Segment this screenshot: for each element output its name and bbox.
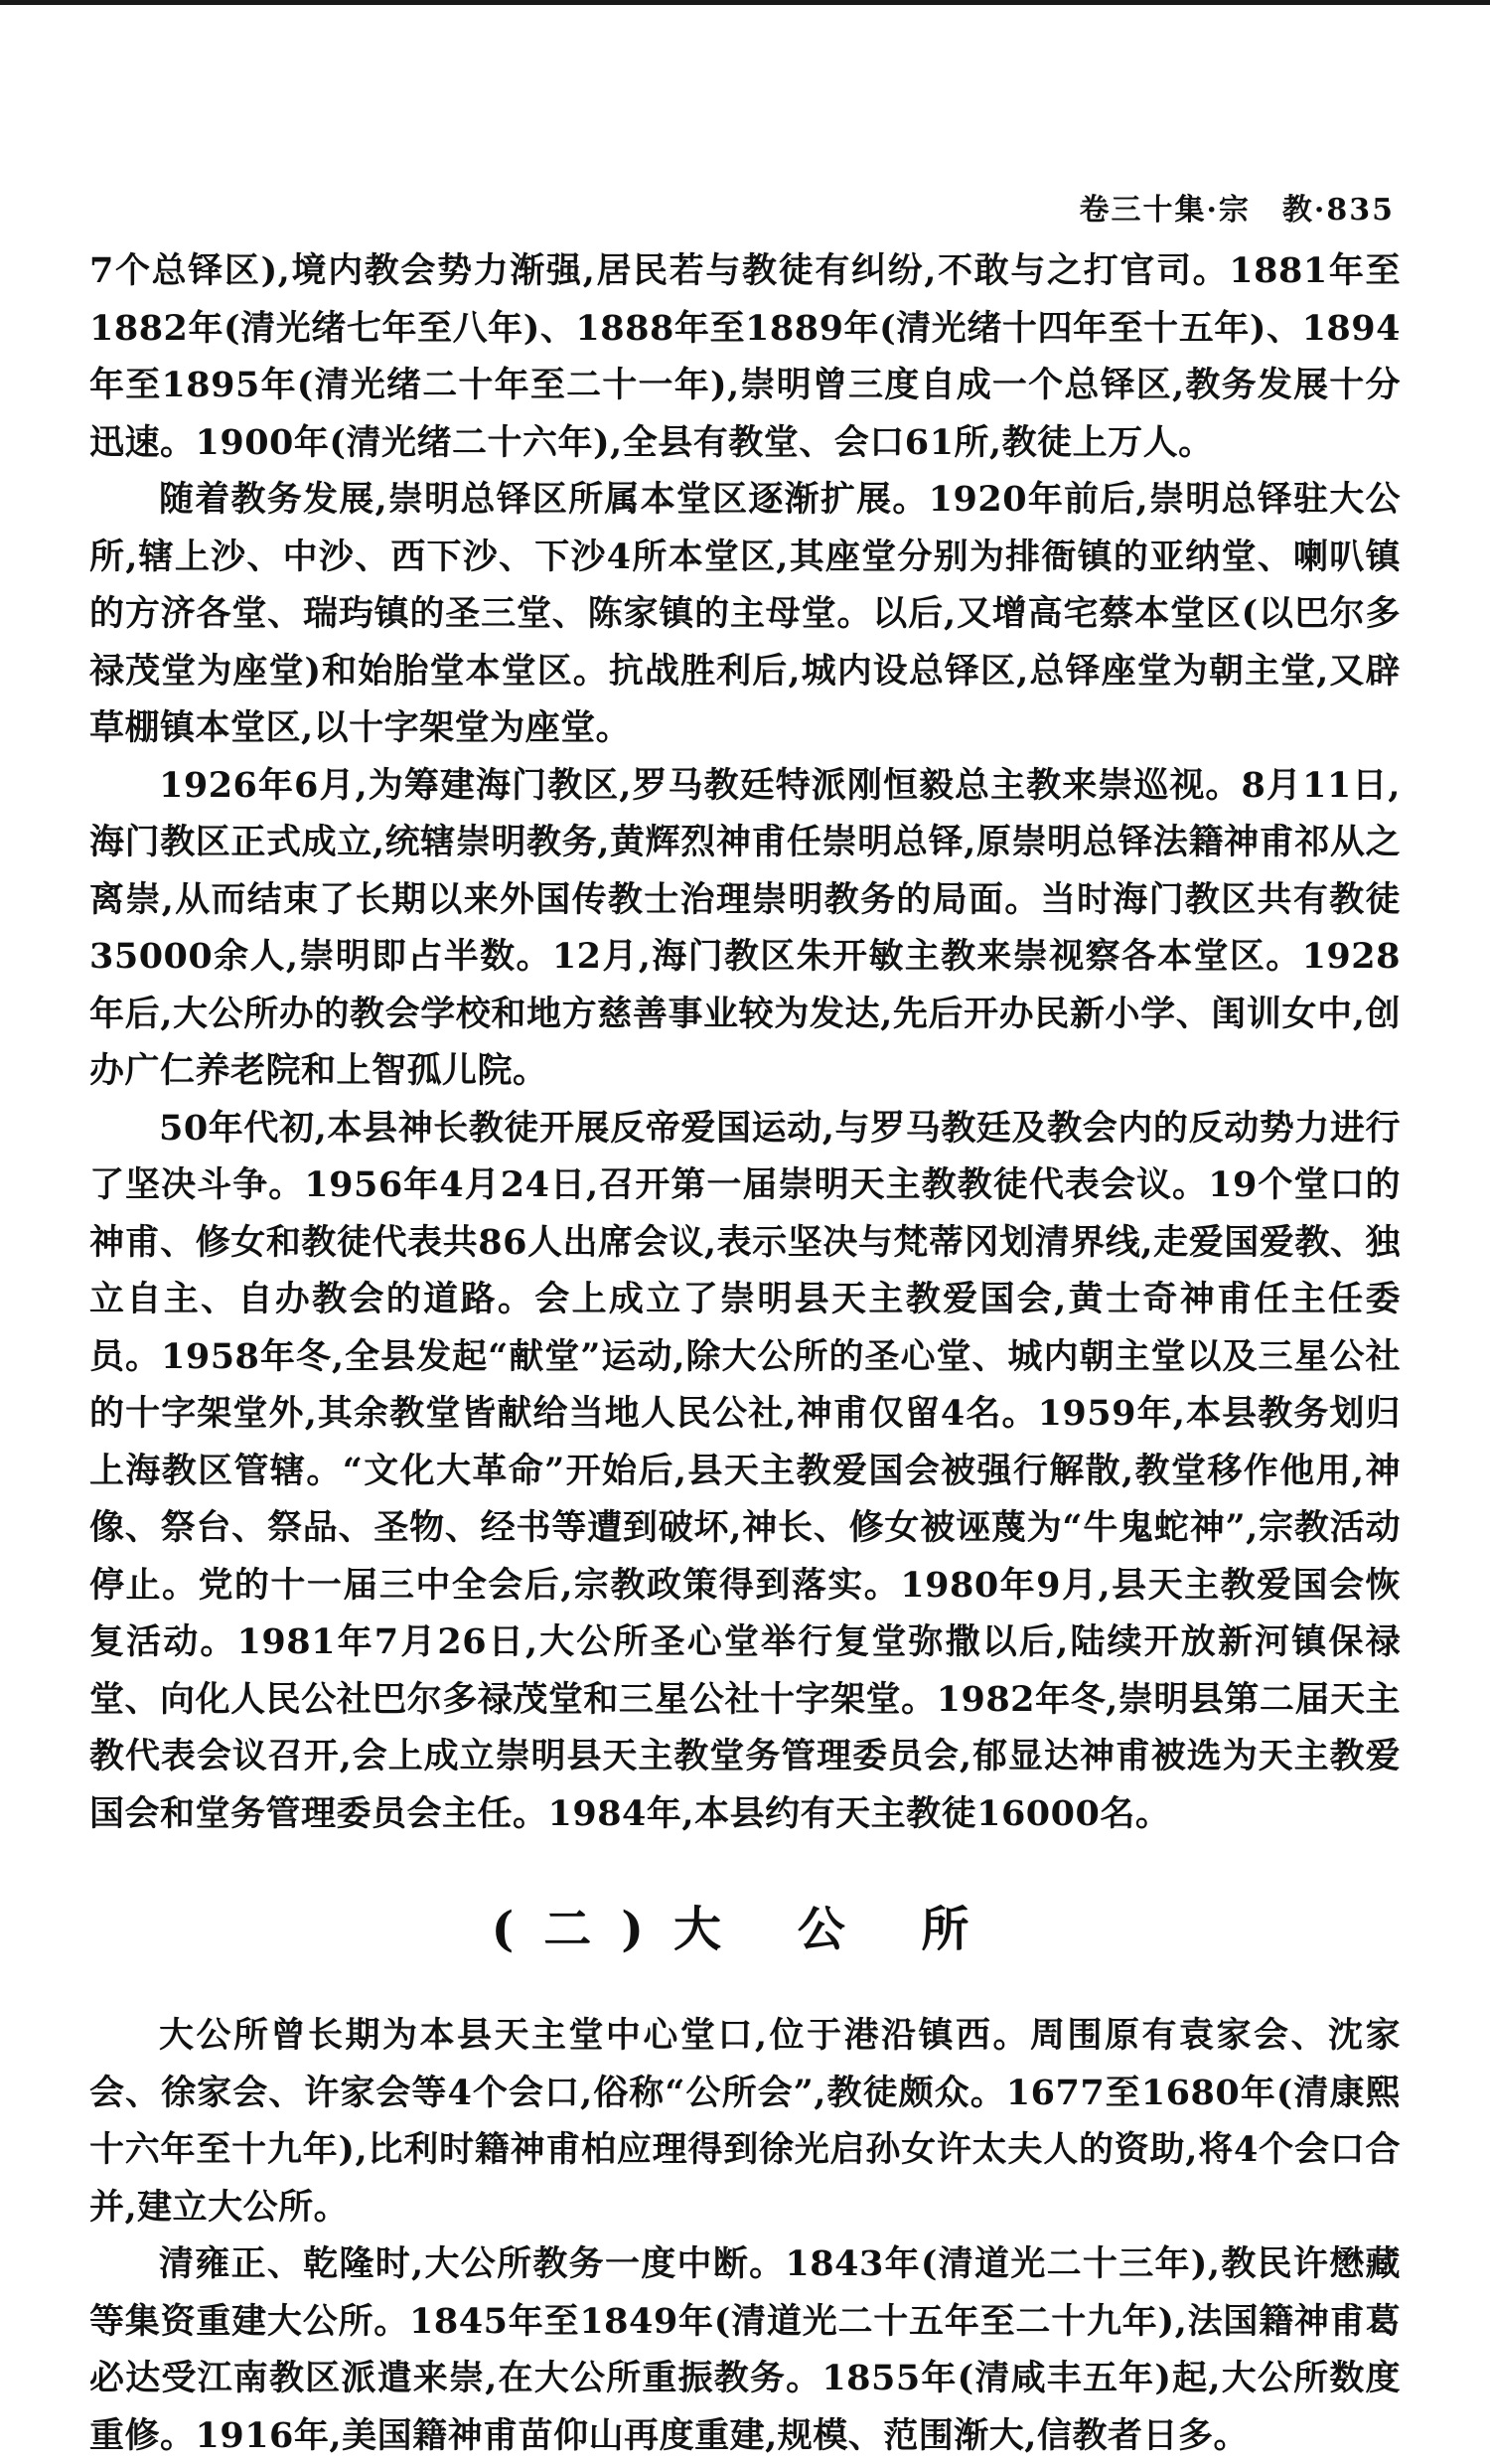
- top-border-rule: [0, 0, 1490, 5]
- paragraph-5: 大公所曾长期为本县天主堂中心堂口,位于港沿镇西。周围原有袁家会、沈家会、徐家会、许家会等4个会口,俗称“公所会”,教徒颇众。1677至1680年(清康熙十六年至十九年),比利时籍神甫柏应理得到徐光启孙女许太夫人的资助,将4个会口合并,建立大公所。: [89, 2015, 1401, 2228]
- paragraph-1: 7个总铎区),境内教会势力渐强,居民若与教徒有纠纷,不敢与之打官司。1881年至1882年(清光绪七年至八年)、1888年至1889年(清光绪十四年至十五年)、1894年至1895年(清光绪二十年至二十一年),崇明曾三度自成一个总铎区,教务发展十分迅速。1900年(清光绪二十六年),全县有教堂、会口61所,教徒上万人。: [89, 250, 1401, 463]
- paragraph-6: 清雍正、乾隆时,大公所教务一度中断。1843年(清道光二十三年),教民许懋藏等集资重建大公所。1845年至1849年(清道光二十五年至二十九年),法国籍神甫葛必达受江南教区派遣来崇,在大公所重振教务。1855年(清咸丰五年)起,大公所数度重修。1916年,美国籍神甫苗仰山再度重建,规模、范围渐大,信教者日多。: [89, 2243, 1401, 2456]
- paragraph-3: 1926年6月,为筹建海门教区,罗马教廷特派刚恒毅总主教来崇巡视。8月11日,海门教区正式成立,统辖崇明教务,黄辉烈神甫任崇明总铎,原崇明总铎法籍神甫祁从之离崇,从而结束了长期以来外国传教士治理崇明教务的局面。当时海门教区共有教徒35000余人,崇明即占半数。12月,海门教区朱开敏主教来崇视察各本堂区。1928年后,大公所办的教会学校和地方慈善事业较为发达,先后开办民新小学、闺训女中,创办广仁养老院和上智孤儿院。: [89, 764, 1401, 1091]
- section-heading: (二)大 公 所: [491, 1902, 999, 1957]
- paragraph-4: 50年代初,本县神长教徒开展反帝爱国运动,与罗马教廷及教会内的反动势力进行了坚决斗争。1956年4月24日,召开第一届崇明天主教教徒代表会议。19个堂口的神甫、修女和教徒代表共86人出席会议,表示坚决与梵蒂冈划清界线,走爱国爱教、独立自主、自办教会的道路。会上成立了崇明县天主教爱国会,黄士奇神甫任主任委员。1958年冬,全县发起“献堂”运动,除大公所的圣心堂、城内朝主堂以及三星公社的十字架堂外,其余教堂皆献给当地人民公社,神甫仅留4名。1959年,本县教务划归上海教区管辖。“文化大革命”开始后,县天主教爱国会被强行解散,教堂移作他用,神像、祭台、祭品、圣物、经书等遭到破坏,神长、修女被诬蔑为“牛鬼蛇神”,宗教活动停止。党的十一届三中全会后,宗教政策得到落实。1980年9月,县天主教爱国会恢复活动。1981年7月26日,大公所圣心堂举行复堂弥撒以后,陆续开放新河镇保禄堂、向化人民公社巴尔多禄茂堂和三星公社十字架堂。1982年冬,崇明县第二届天主教代表会议召开,会上成立崇明县天主教堂务管理委员会,郁显达神甫被选为天主教爱国会和堂务管理委员会主任。1984年,本县约有天主教徒16000名。: [89, 1107, 1401, 1834]
- paragraph-2: 随着教务发展,崇明总铎区所属本堂区逐渐扩展。1920年前后,崇明总铎驻大公所,辖上沙、中沙、西下沙、下沙4所本堂区,其座堂分别为排衙镇的亚纳堂、喇叭镇的方济各堂、瑞玙镇的圣三堂、陈家镇的主母堂。以后,又增高宅蔡本堂区(以巴尔多禄茂堂为座堂)和始胎堂本堂区。抗战胜利后,城内设总铎区,总铎座堂为朝主堂,又辟草棚镇本堂区,以十字架堂为座堂。: [89, 479, 1401, 748]
- page-body: [89, 242, 1401, 2464]
- running-header: 卷三十集·宗 教·835: [1079, 193, 1395, 228]
